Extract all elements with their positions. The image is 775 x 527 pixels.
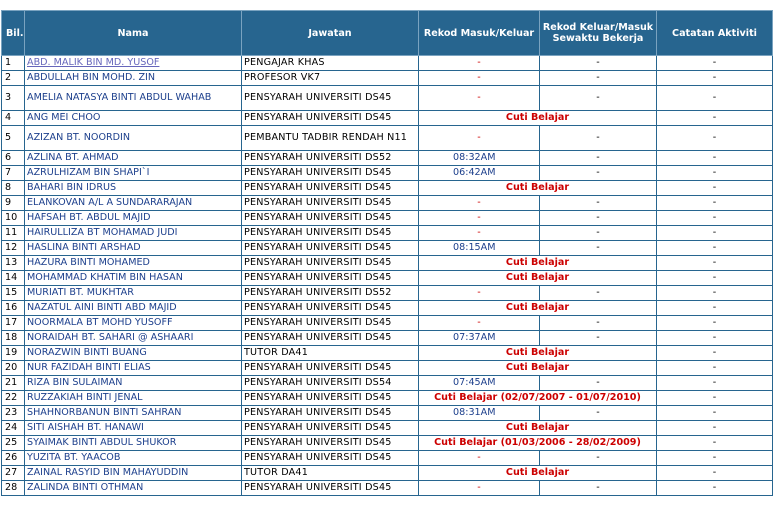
activity-note: - [657,126,773,151]
attendance-table [1,10,773,496]
row-number: 9 [2,196,25,211]
table-row [2,331,773,346]
activity-note: - [657,286,773,301]
study-leave-status: Cuti Belajar (01/03/2006 - 28/02/2009) [419,436,657,451]
staff-name: AZRULHIZAM BIN SHAPI`I [25,166,242,181]
activity-note: - [657,196,773,211]
activity-note: - [657,256,773,271]
staff-position: PENSYARAH UNIVERSITI DS45 [242,406,419,421]
staff-position: PENSYARAH UNIVERSITI DS45 [242,421,419,436]
out-during-work-record: - [540,86,657,111]
table-row [2,111,773,126]
activity-note: - [657,56,773,71]
staff-name: NAZATUL AINI BINTI ABD MAJID [25,301,242,316]
table-row [2,466,773,481]
activity-note: - [657,151,773,166]
row-number: 14 [2,271,25,286]
staff-name: NORAIDAH BT. SAHARI @ ASHAARI [25,331,242,346]
study-leave-status: Cuti Belajar [419,361,657,376]
staff-position: PENSYARAH UNIVERSITI DS45 [242,271,419,286]
staff-name: RUZZAKIAH BINTI JENAL [25,391,242,406]
out-during-work-record: - [540,316,657,331]
row-number: 3 [2,86,25,111]
staff-name: MURIATI BT. MUKHTAR [25,286,242,301]
table-row [2,286,773,301]
attendance-table-container [1,10,773,496]
activity-note: - [657,211,773,226]
row-number: 20 [2,361,25,376]
row-number: 17 [2,316,25,331]
staff-position: PENSYARAH UNIVERSITI DS45 [242,181,419,196]
activity-note: - [657,316,773,331]
activity-note: - [657,166,773,181]
row-number: 18 [2,331,25,346]
staff-name: NUR FAZIDAH BINTI ELIAS [25,361,242,376]
out-during-work-record: - [540,481,657,496]
table-row [2,451,773,466]
staff-position: PENSYARAH UNIVERSITI DS45 [242,241,419,256]
row-number: 7 [2,166,25,181]
table-row [2,421,773,436]
staff-position: TUTOR DA41 [242,346,419,361]
check-in-record: - [419,211,540,226]
row-number: 12 [2,241,25,256]
table-row [2,406,773,421]
check-in-record: - [419,196,540,211]
row-number: 26 [2,451,25,466]
staff-name: BAHARI BIN IDRUS [25,181,242,196]
header-catatan-aktiviti: Catatan Aktiviti [657,11,773,56]
staff-name-link[interactable]: ABD. MALIK BIN MD. YUSOF [27,57,160,68]
staff-name: RIZA BIN SULAIMAN [25,376,242,391]
staff-name: YUZITA BT. YAACOB [25,451,242,466]
staff-position: PENSYARAH UNIVERSITI DS45 [242,196,419,211]
out-during-work-record: - [540,56,657,71]
out-during-work-record: - [540,196,657,211]
table-row [2,271,773,286]
out-during-work-record: - [540,211,657,226]
table-row [2,481,773,496]
table-row [2,71,773,86]
staff-position: PENSYARAH UNIVERSITI DS45 [242,391,419,406]
row-number: 25 [2,436,25,451]
staff-position: PENSYARAH UNIVERSITI DS45 [242,301,419,316]
table-row [2,86,773,111]
activity-note: - [657,451,773,466]
staff-position: PENSYARAH UNIVERSITI DS45 [242,256,419,271]
check-in-time: 07:45AM [419,376,540,391]
check-in-time: 08:15AM [419,241,540,256]
row-number: 4 [2,111,25,126]
staff-name: SHAHNORBANUN BINTI SAHRAN [25,406,242,421]
staff-name: HASLINA BINTI ARSHAD [25,241,242,256]
staff-position: TUTOR DA41 [242,466,419,481]
staff-name: ELANKOVAN A/L A SUNDARARAJAN [25,196,242,211]
staff-position: PROFESOR VK7 [242,71,419,86]
activity-note: - [657,421,773,436]
check-in-record: - [419,451,540,466]
table-row [2,226,773,241]
activity-note: - [657,346,773,361]
activity-note: - [657,86,773,111]
table-row [2,56,773,71]
out-during-work-record: - [540,151,657,166]
study-leave-status: Cuti Belajar (02/07/2007 - 01/07/2010) [419,391,657,406]
out-during-work-record: - [540,451,657,466]
staff-position: PENSYARAH UNIVERSITI DS52 [242,151,419,166]
header-nama: Nama [25,11,242,56]
out-during-work-record: - [540,406,657,421]
staff-name: NOORMALA BT MOHD YUSOFF [25,316,242,331]
check-in-record: - [419,226,540,241]
check-in-time: 07:37AM [419,331,540,346]
activity-note: - [657,71,773,86]
staff-name: NORAZWIN BINTI BUANG [25,346,242,361]
staff-name: SYAIMAK BINTI ABDUL SHUKOR [25,436,242,451]
staff-name: ZALINDA BINTI OTHMAN [25,481,242,496]
staff-name: HAZURA BINTI MOHAMED [25,256,242,271]
check-in-record: - [419,71,540,86]
check-in-record: - [419,481,540,496]
out-during-work-record: - [540,376,657,391]
staff-position: PENSYARAH UNIVERSITI DS45 [242,226,419,241]
staff-name: HAIRULLIZA BT MOHAMAD JUDI [25,226,242,241]
row-number: 8 [2,181,25,196]
activity-note: - [657,181,773,196]
header-rekod-masuk-keluar: Rekod Masuk/Keluar [419,11,540,56]
row-number: 23 [2,406,25,421]
staff-name[interactable] [25,56,242,71]
staff-position: PENSYARAH UNIVERSITI DS45 [242,451,419,466]
staff-name: SITI AISHAH BT. HANAWI [25,421,242,436]
row-number: 11 [2,226,25,241]
check-in-record: - [419,56,540,71]
table-row [2,196,773,211]
activity-note: - [657,376,773,391]
staff-position: PENSYARAH UNIVERSITI DS45 [242,361,419,376]
out-during-work-record: - [540,126,657,151]
out-during-work-record: - [540,331,657,346]
table-row [2,361,773,376]
table-row [2,391,773,406]
table-row [2,301,773,316]
table-row [2,181,773,196]
staff-name: MOHAMMAD KHATIM BIN HASAN [25,271,242,286]
row-number: 27 [2,466,25,481]
check-in-time: 08:31AM [419,406,540,421]
staff-position: PENSYARAH UNIVERSITI DS45 [242,436,419,451]
table-row [2,126,773,151]
staff-position: PENSYARAH UNIVERSITI DS54 [242,376,419,391]
row-number: 5 [2,126,25,151]
activity-note: - [657,361,773,376]
row-number: 15 [2,286,25,301]
out-during-work-record: - [540,241,657,256]
staff-name: ABDULLAH BIN MOHD. ZIN [25,71,242,86]
staff-position: PENSYARAH UNIVERSITI DS45 [242,111,419,126]
out-during-work-record: - [540,166,657,181]
activity-note: - [657,271,773,286]
study-leave-status: Cuti Belajar [419,271,657,286]
study-leave-status: Cuti Belajar [419,111,657,126]
row-number: 2 [2,71,25,86]
table-row [2,376,773,391]
staff-position: PENGAJAR KHAS [242,56,419,71]
staff-name: ZAINAL RASYID BIN MAHAYUDDIN [25,466,242,481]
table-body [2,56,773,496]
staff-name: ANG MEI CHOO [25,111,242,126]
header-bil: Bil. [2,11,25,56]
activity-note: - [657,226,773,241]
activity-note: - [657,436,773,451]
staff-name: HAFSAH BT. ABDUL MAJID [25,211,242,226]
study-leave-status: Cuti Belajar [419,346,657,361]
row-number: 24 [2,421,25,436]
staff-position: PEMBANTU TADBIR RENDAH N11 [242,126,419,151]
table-row [2,166,773,181]
activity-note: - [657,406,773,421]
table-row [2,151,773,166]
staff-position: PENSYARAH UNIVERSITI DS45 [242,211,419,226]
table-row [2,256,773,271]
activity-note: - [657,301,773,316]
check-in-time: 08:32AM [419,151,540,166]
table-row [2,211,773,226]
check-in-record: - [419,286,540,301]
out-during-work-record: - [540,71,657,86]
row-number: 6 [2,151,25,166]
row-number: 22 [2,391,25,406]
activity-note: - [657,111,773,126]
activity-note: - [657,331,773,346]
check-in-record: - [419,316,540,331]
table-row [2,436,773,451]
study-leave-status: Cuti Belajar [419,256,657,271]
row-number: 19 [2,346,25,361]
staff-position: PENSYARAH UNIVERSITI DS45 [242,166,419,181]
staff-position: PENSYARAH UNIVERSITI DS45 [242,316,419,331]
header-jawatan: Jawatan [242,11,419,56]
staff-position: PENSYARAH UNIVERSITI DS45 [242,331,419,346]
table-row [2,316,773,331]
activity-note: - [657,241,773,256]
activity-note: - [657,481,773,496]
row-number: 10 [2,211,25,226]
out-during-work-record: - [540,286,657,301]
staff-position: PENSYARAH UNIVERSITI DS45 [242,481,419,496]
row-number: 16 [2,301,25,316]
activity-note: - [657,466,773,481]
activity-note: - [657,391,773,406]
study-leave-status: Cuti Belajar [419,466,657,481]
row-number: 21 [2,376,25,391]
row-number: 13 [2,256,25,271]
study-leave-status: Cuti Belajar [419,421,657,436]
staff-position: PENSYARAH UNIVERSITI DS52 [242,286,419,301]
table-row [2,241,773,256]
header-rekod-keluar-masuk: Rekod Keluar/Masuk Sewaktu Bekerja [540,11,657,56]
study-leave-status: Cuti Belajar [419,181,657,196]
table-header-row [2,11,773,56]
staff-name: AMELIA NATASYA BINTI ABDUL WAHAB [25,86,242,111]
staff-name: AZIZAN BT. NOORDIN [25,126,242,151]
row-number: 1 [2,56,25,71]
row-number: 28 [2,481,25,496]
study-leave-status: Cuti Belajar [419,301,657,316]
check-in-time: 06:42AM [419,166,540,181]
table-row [2,346,773,361]
staff-name: AZLINA BT. AHMAD [25,151,242,166]
check-in-record: - [419,86,540,111]
out-during-work-record: - [540,226,657,241]
check-in-record: - [419,126,540,151]
staff-position: PENSYARAH UNIVERSITI DS45 [242,86,419,111]
